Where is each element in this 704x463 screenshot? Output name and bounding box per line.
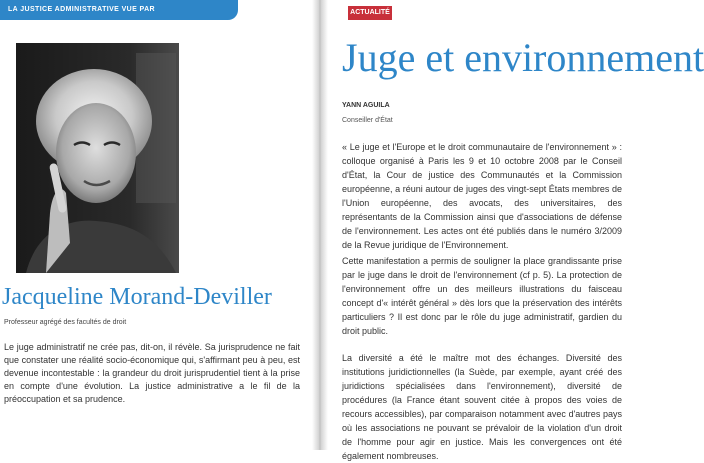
article-paragraph: « Le juge et l'Europe et le droit communautaire de l'environnement » : colloque organisé à Paris les 9 et 10 octobre 2008 par le Conseil d'État, la Cour de justice des Communautés et la Commission européenne, a réuni autour de juges des vingt-sept États membres de l'Union européenne, des avocats, des universitaires, des représentants de la Commission ainsi que d'associations de défense de l'environnement. Les actes ont été publiés dans le numéro 3/2009 de la Revue juridique de l'Environnement. [342,142,622,250]
article-author-role: Conseiller d'État [342,117,393,124]
right-page [328,0,704,461]
portrait-photo [16,43,179,273]
left-page [0,0,312,450]
article-title: Juge et environnement [342,35,704,80]
article-paragraph: Cette manifestation a permis de souligner la place grandissante prise par le juge dans le droit de l'environnement (cf p. 5). La protection de l'environnement offre un des meilleurs illustrations du faisceau concept d'« intérêt général » dès lors que la préservation des intérêts particuliers ? Il est donc par le rôle du juge administratif, gardien du droit public. [342,256,622,336]
category-tag: ACTUALITÉ [348,6,392,20]
author-name: Jacqueline Morand-Deviller [2,284,272,310]
article-paragraph: La diversité a été le maître mot des échanges. Diversité des institutions juridictionnelles (la Suède, par exemple, ayant créé des juridictions spécialisées dans l'environnement), diversité de procédures (la France étant souvent citée à propos des voies de recours accessibles), par comparaison notamment avec d'autres pays où les associations ne pouvant se prévaloir de la violation d'un droit de l'homme pour agir en justice. Mais les convergences ont été également nombreuses. [342,353,622,461]
left-body-text: Le juge administratif ne crée pas, dit-on, il révèle. Sa jurisprudence ne fait que constater une réalité socio-économique qui, s'affirmant peu à peu, est devenue incontestable : la grandeur du droit jurisprudentiel tient à la prise en compte d'une évolution. La justice administrative a le fil de la préoccupation et sa prudence. [4,342,300,404]
author-title: Professeur agrégé des facultés de droit [4,319,127,326]
article-author: YANN AGUILA [342,102,390,109]
page-gutter [312,0,328,450]
section-banner: LA JUSTICE ADMINISTRATIVE VUE PAR [0,0,238,20]
portrait-illustration [16,43,179,273]
